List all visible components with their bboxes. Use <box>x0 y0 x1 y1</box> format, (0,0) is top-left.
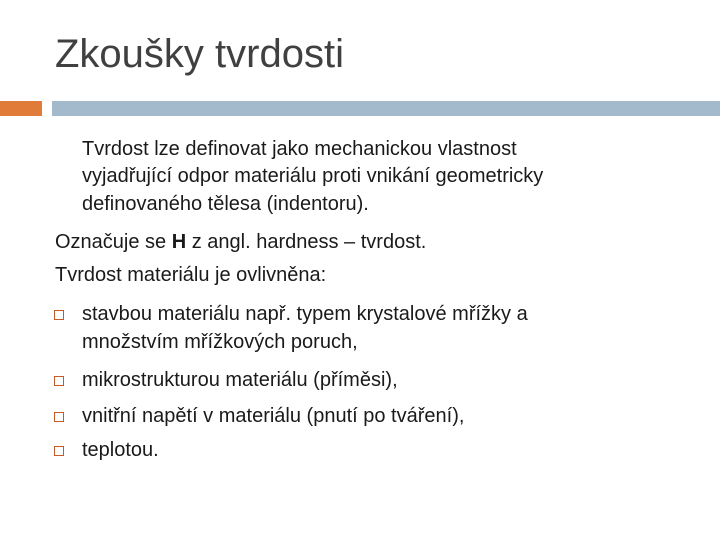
title-rule-bar <box>52 101 720 116</box>
slide-title: Zkoušky tvrdosti <box>55 32 344 76</box>
intro-line-1: Tvrdost lze definovat jako mechanickou vlastnost <box>82 138 517 160</box>
influence-heading: Tvrdost materiálu je ovlivněna: <box>55 264 327 286</box>
bullet-1-line-1: stavbou materiálu např. typem krystalové mřížky a <box>82 303 528 325</box>
hollow-square-bullet-icon <box>54 412 64 422</box>
hollow-square-bullet-icon <box>54 446 64 456</box>
bullet-4-line: teplotou. <box>82 439 159 461</box>
hollow-square-bullet-icon <box>54 310 64 320</box>
hardness-line-after: z angl. hardness – tvrdost. <box>186 231 427 253</box>
hardness-symbol: H <box>171 231 187 253</box>
bullet-3-line: vnitřní napětí v materiálu (pnutí po tváření), <box>82 405 465 427</box>
bullet-1-line-2: množstvím mřížkových poruch, <box>82 331 358 353</box>
hollow-square-bullet-icon <box>54 376 64 386</box>
hardness-line <box>55 229 426 256</box>
accent-bar <box>0 101 42 116</box>
intro-line-2: vyjadřující odpor materiálu proti vnikání geometricky <box>82 165 544 187</box>
bullet-2-line: mikrostrukturou materiálu (příměsi), <box>82 369 398 391</box>
intro-line-3: definovaného tělesa (indentoru). <box>82 193 369 215</box>
hardness-line-before: Označuje se <box>55 231 172 253</box>
